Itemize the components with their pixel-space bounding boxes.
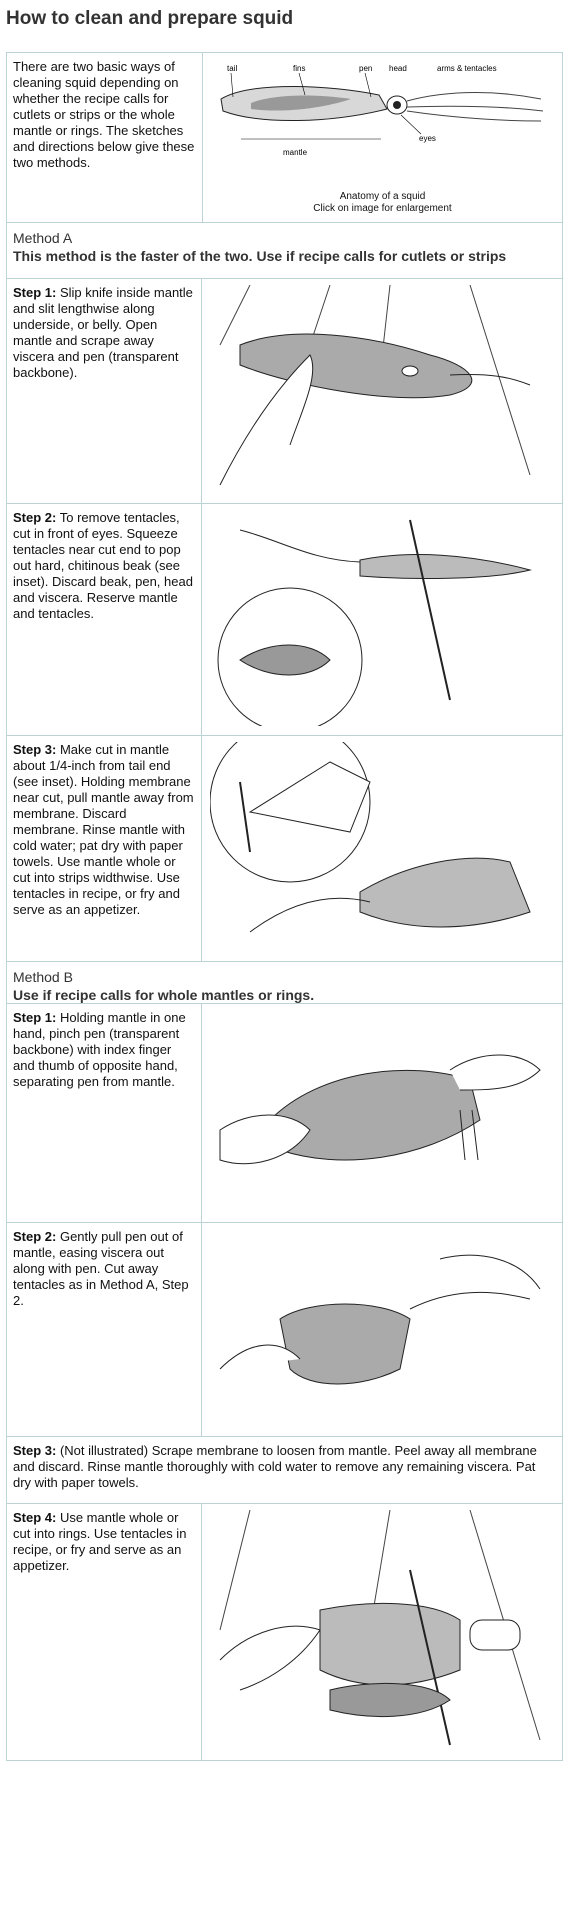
method-a-step-1-image (202, 279, 562, 503)
label-pen: pen (359, 64, 373, 73)
caption-line1: Anatomy of a squid (339, 191, 426, 202)
method-a-subtitle: This method is the faster of the two. Use if recipe calls for cutlets or strips (13, 248, 507, 264)
method-a-heading-row (7, 223, 562, 279)
cut-rings-icon (210, 1510, 554, 1750)
method-a-step-3-text (7, 736, 202, 961)
method-b-subtitle: Use if recipe calls for whole mantles or rings. (13, 987, 315, 1003)
method-a-step-2-image (202, 504, 562, 735)
step-label: Step 1: (13, 285, 57, 300)
step-label: Step 3: (13, 1443, 57, 1458)
method-b-step-1-row (7, 1004, 562, 1223)
method-b-step-2-row (7, 1223, 562, 1437)
method-b-step-2-text (7, 1223, 202, 1436)
label-arms: arms & tentacles (437, 64, 497, 73)
method-b-step-4-text (7, 1504, 202, 1760)
page-title: How to clean and prepare squid (6, 8, 294, 29)
method-a-step-3-image (202, 736, 562, 961)
hand-knife-icon (210, 285, 554, 495)
step-text: Make cut in mantle about 1/4-inch from tail end (see inset). Holding membrane near cut, pull mantle away from membrane. Discard membrane. Rinse mantle with cold water; pat dry with paper towels. Use mantle whole or cut into strips widthwise. Use tentacles in recipe, or fry and serve as an appetizer. (13, 742, 194, 917)
hold-mantle-icon (210, 1010, 554, 1214)
step-label: Step 2: (13, 510, 57, 525)
label-eyes: eyes (419, 134, 436, 143)
step-label: Step 2: (13, 1229, 57, 1244)
step-label: Step 4: (13, 1510, 57, 1525)
step-text: Use mantle whole or cut into rings. Use tentacles in recipe, or fry and serve as an appetizer. (13, 1510, 187, 1573)
squid-anatomy-icon[interactable] (211, 59, 551, 189)
method-a-heading (7, 223, 562, 278)
method-a-step-2-row (7, 504, 562, 736)
method-b-step-3-text (7, 1437, 562, 1503)
step-label: Step 3: (13, 742, 57, 757)
method-b-title: Method B (13, 969, 73, 985)
method-b-step-1-text (7, 1004, 202, 1222)
step-text: Gently pull pen out of mantle, easing viscera out along with pen. Cut away tentacles as in Method A, Step 2. (13, 1229, 189, 1308)
anatomy-caption (211, 191, 554, 215)
label-tail: tail (227, 64, 238, 73)
anatomy-cell[interactable] (203, 53, 562, 222)
method-b-step-3-row (7, 1437, 562, 1504)
caption-line2: Click on image for enlargement (313, 203, 452, 214)
method-b-heading-row (7, 962, 562, 1004)
method-b-step-4-image (202, 1504, 562, 1760)
step-label: Step 1: (13, 1010, 57, 1025)
method-b-step-2-image (202, 1223, 562, 1436)
label-head: head (389, 64, 407, 73)
step-text: (Not illustrated) Scrape membrane to loosen from mantle. Peel away all membrane and discard. Rinse mantle thoroughly with cold water to remove any remaining viscera. Pat dry with paper towels. (13, 1443, 537, 1490)
pull-pen-icon (210, 1229, 554, 1429)
squid-hands-icon (210, 510, 554, 726)
method-a-title: Method A (13, 230, 73, 246)
label-fins: fins (293, 64, 306, 73)
method-a-step-1-text (7, 279, 202, 503)
method-a-step-2-text (7, 504, 202, 735)
step-text: Slip knife inside mantle and slit lengthwise along underside, or belly. Open mantle and scrape away viscera and pen (transparent backbone). (13, 285, 193, 380)
method-b-step-4-row (7, 1504, 562, 1760)
step-text: Holding mantle in one hand, pinch pen (transparent backbone) with index finger and thumb of opposite hand, separating pen from mantle. (13, 1010, 186, 1089)
method-a-step-1-row (7, 279, 562, 504)
instructions-table (6, 52, 563, 1761)
label-mantle: mantle (283, 148, 308, 157)
step-text: To remove tentacles, cut in front of eyes. Squeeze tentacles near cut end to pop out hard, chitinous beak (see inset). Discard beak, pen, head and viscera. Reserve mantle and tentacles. (13, 510, 193, 621)
method-a-step-3-row (7, 736, 562, 962)
intro-row (7, 53, 562, 223)
intro-text: There are two basic ways of cleaning squid depending on whether the recipe calls for cutlets or strips or the whole mantle or rings. The sketches and directions below give these two methods. (7, 53, 203, 222)
method-b-step-1-image (202, 1004, 562, 1222)
mantle-membrane-icon (210, 742, 554, 952)
method-b-heading (7, 962, 562, 1003)
